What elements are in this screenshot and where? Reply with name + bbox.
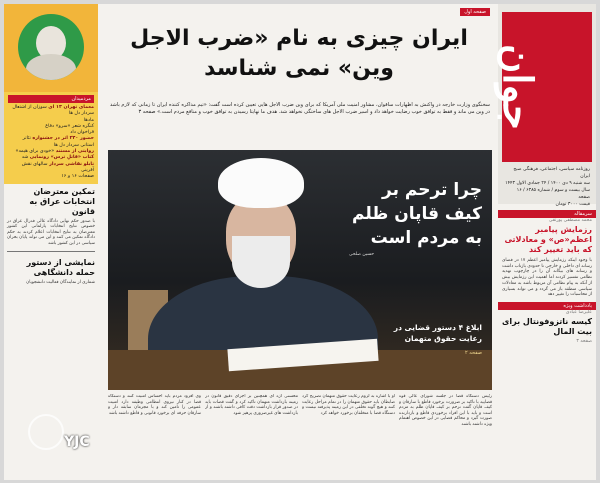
- right-column: [498, 210, 596, 480]
- list-item-text: «خودی برای هیمه»: [15, 149, 55, 155]
- list-item-text: سوزان از اشتعال سردار دل ها: [12, 105, 94, 117]
- list-item-text: مادها: [83, 117, 94, 123]
- special-note-page: صفحه ۳: [576, 338, 592, 344]
- list-item-title: حضور ۲۴۰ اثر در جشنواره: [32, 136, 94, 142]
- special-note-tag: یادداشت ویژه: [498, 302, 596, 310]
- special-note-author: علیرضا عبادی: [565, 309, 592, 315]
- masthead-info-line: روزنامه سیاسی، اجتماعی، فرهنگی صبح ایران: [513, 167, 590, 179]
- list-item-text: تئاتر استانی سردار دل ها: [22, 136, 94, 148]
- university-headline[interactable]: نمایشی از دستور حمله دانشگاهی: [26, 257, 95, 277]
- photo-headline[interactable]: چرا ترحم بر کیف قاپان ظلم به مردم است: [352, 180, 482, 248]
- watermark-text: YJC: [64, 434, 90, 450]
- list-item-text: فراخوان داد: [70, 130, 94, 136]
- editorial-author: محمد مصطفی پورتقی: [548, 218, 592, 223]
- body-column: رئیس دستگاه قضا در جلسه شورای عالی قوه قضاییه با تاکید بر ضرورت برخورد قاطع با سارقان و کیف قاپان گفت ترحم بر کیف قاپان ظلم به مردم است و باید با این افراد برخوردی قاطع و بازدارنده صورت گیرد و محاکم قضایی در این خصوص اهتمام ویژه داشته باشند: [399, 394, 492, 427]
- masthead: [494, 4, 596, 207]
- photo-credit: حسین صلحی: [349, 252, 374, 257]
- special-note-headline[interactable]: کیسه ناتزوفونتال برای بیت المال: [502, 316, 592, 336]
- photo-page-ref: صفحه ۲: [465, 350, 482, 356]
- newspaper-page: [4, 4, 596, 480]
- special-list-box: [4, 92, 98, 184]
- divider: [7, 251, 95, 252]
- editorial-text: با وجود اینکه رزمایش پیامبر اعظم ۱۷ در فضای رسانه ای داخلی و خارجی تا حدودی بازتاب داشت و رسانه های بیگانه آن را در چارچوب تهدید نظامی تفسیر کردند اما اهمیت این رزمایش بیش از آنکه به پیام نظامی آن مربوط باشد به معادلات سیاسی منطقه باز می گردد و می تواند بسیاری از محاسبات را تغییر دهد: [502, 258, 592, 298]
- martyr-portrait-image: [4, 4, 98, 92]
- main-photo: [108, 150, 492, 390]
- special-list: [8, 105, 94, 181]
- body-columns: [108, 394, 492, 480]
- watermark-emblem-icon: [28, 414, 64, 450]
- main-lead: سخنگوی وزارت خارجه در واکنش به اظهارات ساقوان، مشاور امنیت ملی آمریکا که برای وین ضرب الاجل هایی تعیین کرده است گفت: «تیم مذاکره کننده ایران تا زمانی که لازم باشد در وین می ماند و فقط به توافق خوب رضایت خواهد داد و اسیر ضرب الاجل های ساختگی نخواهد شد. هدف ما نهایتا رسیدن به توافق خوب و منافع مردم است.» صفحه ۳: [110, 102, 490, 115]
- list-item-title: معمای تهران ۱۳ ای: [48, 105, 94, 110]
- list-item-text: کنگره شعر «سرو» دفاع: [45, 123, 94, 129]
- front-page-tag: صفحه اول: [460, 8, 490, 16]
- photo-subheadline[interactable]: ابلاغ ۴ دستور قضایی در رعایت حقوق متهمان: [393, 323, 482, 343]
- iraq-election-headline[interactable]: تمکین معترضان انتخابات عراق به قانون: [29, 186, 95, 216]
- left-column: [4, 4, 98, 480]
- list-item[interactable]: [8, 162, 94, 175]
- list-item-text: شد: [21, 155, 29, 161]
- main-story: [104, 4, 494, 480]
- special-list-tag: مردمیدان: [8, 95, 94, 103]
- list-item-text: سالهای نقش آفرینی: [21, 161, 94, 173]
- portrait-body: [26, 54, 76, 80]
- list-item[interactable]: [8, 136, 94, 149]
- body-column: او با اشاره به لزوم رعایت حقوق متهمان تصریح کرد ضابطان باید حقوق متهمان را در تمام مراحل رعایت کنند و هیچ گونه تخلفی در این زمینه پذیرفته نیست و دستگاه قضا با متخلفان برخورد خواهد کرد: [302, 394, 395, 416]
- list-item-title: روایتی از مستند: [55, 149, 94, 155]
- masthead-info-line: سال بیست و سوم / شماره ۶۳۸۵ / ۱۶ صفحه: [516, 188, 590, 200]
- portrait-circle: [18, 14, 84, 80]
- masthead-info-line: سه شنبه ۹ دی ۱۴۰۰ / ۲۴ جمادی الاول ۱۴۴۳: [505, 181, 590, 186]
- list-item[interactable]: [8, 105, 94, 118]
- editorial-headline[interactable]: رزمایش پیامبر اعظم«ص» و معادلاتی که باید تغییر کند: [504, 225, 592, 254]
- masthead-info-line: قیمت ۳۰۰۰ تومان: [555, 202, 590, 207]
- body-column: وی افزود مردم باید احساس امنیت کنند و دستگاه قضا در کنار نیروی انتظامی وظیفه دارد امنیت عمومی را تامین کند و با مجرمان سابقه دار و سارقان حرفه ای برخورد قانونی و قاطع داشته باشد: [108, 394, 201, 416]
- list-item-text: صفحات ۱۶ و ۱۶: [61, 174, 94, 180]
- list-item[interactable]: [8, 174, 94, 180]
- masthead-info: [504, 166, 590, 208]
- iraq-election-text: با صدور حکم نهایی دادگاه عالی فدرال عراق در خصوص نتایج انتخابات پارلمانی این کشور معترضان به نتایج انتخابات اعلام کردند به حکم دادگاه تمکین می کنند و این می تواند پایان بحران سیاسی در این کشور باشد: [7, 218, 95, 246]
- newspaper-logo: جوان: [502, 12, 592, 162]
- body-column: محسنی اژه ای همچنین بر اجرای دقیق قانون در زمینه بازداشت متهمان تاکید کرد و گفت قضات باید در صدور قرار بازداشت دقت کافی داشته باشند و از بازداشت های غیرضروری پرهیز شود: [205, 394, 298, 416]
- list-item-title: کتاب «قاتلِ ترس» رونمایی: [29, 155, 94, 161]
- photo-turban: [218, 158, 304, 208]
- main-headline[interactable]: ایران چیزی به نام «ضرب الاجل وین» نمی شناسد: [130, 26, 468, 81]
- list-item-title: تابلو نقاشی سردار: [49, 161, 94, 167]
- editorial-tag: سرمقاله: [498, 210, 596, 218]
- university-text: شماری از نمایندگان فعالیت دانشجویان: [26, 279, 95, 285]
- photo-beard: [232, 236, 290, 288]
